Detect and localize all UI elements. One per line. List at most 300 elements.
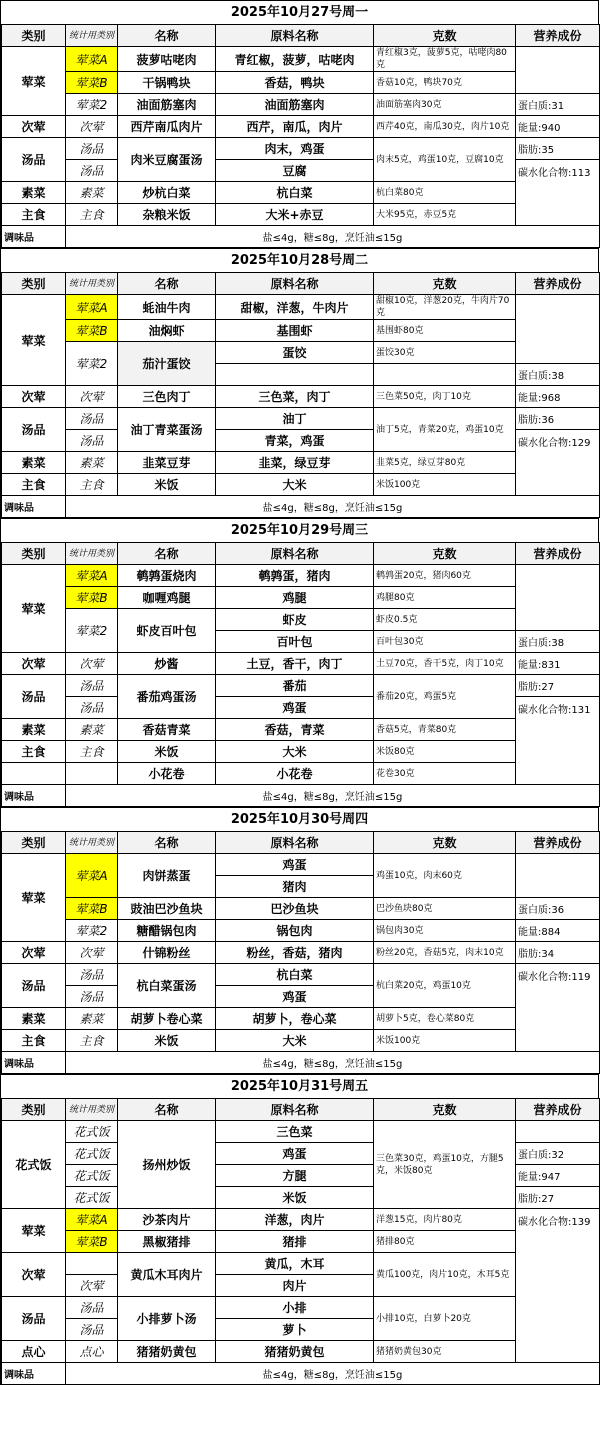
stat-cell: 次荤: [66, 942, 118, 964]
nutrition-blank: [516, 295, 600, 364]
raw-material: 鹌鹑蛋，猪肉: [216, 565, 374, 587]
raw-material: 肉末，鸡蛋: [216, 138, 374, 160]
raw-material: 米饭: [216, 1187, 374, 1209]
table-row: [2, 763, 600, 785]
seasoning-row: [2, 496, 600, 518]
header-stat: 统计用类别: [66, 1099, 118, 1121]
day-title: 2025年10月28号周二: [1, 248, 599, 272]
raw-material: 小花卷: [216, 763, 374, 785]
category-cell: 素菜: [2, 452, 66, 474]
seasoning-row: [2, 226, 600, 248]
header-row: [2, 543, 600, 565]
raw-material: 锅包肉: [216, 920, 374, 942]
grams-cell: 米饭80克: [374, 741, 516, 763]
table-row: [2, 182, 600, 204]
stat-cell: 汤品: [66, 1297, 118, 1319]
stat-cell: 荤菜2: [66, 920, 118, 942]
grams-cell: 鸡蛋10克，肉末60克: [374, 854, 516, 898]
raw-material: 大米: [216, 474, 374, 496]
raw-material: 三色菜: [216, 1121, 374, 1143]
category-cell: 荤菜: [2, 295, 66, 386]
stat-cell: 荤菜2: [66, 609, 118, 653]
stat-cell: 花式饭: [66, 1121, 118, 1143]
stat-cell: 主食: [66, 474, 118, 496]
category-cell: [2, 763, 66, 785]
grams-cell: 胡萝卜5克，卷心菜80克: [374, 1008, 516, 1030]
category-cell: 汤品: [2, 408, 66, 452]
raw-material: 粉丝，香菇，猪肉: [216, 942, 374, 964]
table-row: [2, 138, 600, 160]
stat-cell: 荤菜B: [66, 898, 118, 920]
category-cell: 素菜: [2, 1008, 66, 1030]
table-row: [2, 964, 600, 986]
seasoning-row: [2, 785, 600, 807]
grams-cell: 甜椒10克，洋葱20克，牛肉片70克: [374, 295, 516, 320]
nutrition-fat: 脂肪:27: [516, 1187, 600, 1209]
header-row: [2, 25, 600, 47]
raw-material: 鸡蛋: [216, 697, 374, 719]
table-row: [2, 452, 600, 474]
stat-cell: 次荤: [66, 1275, 118, 1297]
raw-material: 青菜，鸡蛋: [216, 430, 374, 452]
header-row: [2, 273, 600, 295]
nutrition-energy: 能量:940: [516, 116, 600, 138]
header-raw: 原料名称: [216, 25, 374, 47]
dish-name: 香菇青菜: [118, 719, 216, 741]
dish-name: 小花卷: [118, 763, 216, 785]
seasoning-text: 盐≤4g，糖≤8g，烹饪油≤15g: [66, 785, 600, 807]
grams-cell: 青红椒3克，菠萝5克，咕咾肉80克: [374, 47, 516, 72]
nutrition-carb: 碳水化合物:113: [516, 160, 600, 226]
raw-material: 黄瓜，木耳: [216, 1253, 374, 1275]
table-row: [2, 1297, 600, 1319]
stat-cell: 汤品: [66, 138, 118, 160]
seasoning-text: 盐≤4g，糖≤8g，烹饪油≤15g: [66, 1052, 600, 1074]
category-cell: 次荤: [2, 653, 66, 675]
header-name: 名称: [118, 543, 216, 565]
dish-name: 胡萝卜卷心菜: [118, 1008, 216, 1030]
grams-cell: 锅包肉30克: [374, 920, 516, 942]
grams-cell: 油面筋塞肉30克: [374, 94, 516, 116]
raw-material: 杭白菜: [216, 182, 374, 204]
grams-cell: 洋葱15克，肉片80克: [374, 1209, 516, 1231]
dish-name: 黑椒猪排: [118, 1231, 216, 1253]
header-stat: 统计用类别: [66, 543, 118, 565]
nutrition-protein: 蛋白质:32: [516, 1143, 600, 1165]
nutrition-protein: 蛋白质:31: [516, 94, 600, 116]
raw-material: 甜椒，洋葱，牛肉片: [216, 295, 374, 320]
day-menu-table: [1, 272, 600, 518]
category-cell: 汤品: [2, 138, 66, 182]
dish-name: 油焖虾: [118, 320, 216, 342]
stat-cell: 花式饭: [66, 1165, 118, 1187]
header-row: [2, 832, 600, 854]
nutrition-blank: [516, 854, 600, 898]
header-category: 类别: [2, 1099, 66, 1121]
header-nutrition: 营养成份: [516, 25, 600, 47]
raw-material: 萝卜: [216, 1319, 374, 1341]
stat-cell: 点心: [66, 1341, 118, 1363]
stat-cell: 荤菜A: [66, 1209, 118, 1231]
seasoning-text: 盐≤4g，糖≤8g，烹饪油≤15g: [66, 496, 600, 518]
stat-cell: 花式饭: [66, 1187, 118, 1209]
raw-material: 基围虾: [216, 320, 374, 342]
dish-name: 干锅鸭块: [118, 72, 216, 94]
stat-cell: 次荤: [66, 116, 118, 138]
stat-cell: 素菜: [66, 1008, 118, 1030]
category-cell: 点心: [2, 1341, 66, 1363]
day-menu-table: [1, 542, 600, 807]
stat-cell: 汤品: [66, 1319, 118, 1341]
grams-cell: 米饭100克: [374, 474, 516, 496]
dish-name: 肉饼蒸蛋: [118, 854, 216, 898]
dish-name: 油面筋塞肉: [118, 94, 216, 116]
raw-material: 油面筋塞肉: [216, 94, 374, 116]
raw-material: 蛋饺: [216, 342, 374, 364]
dish-name: 三色肉丁: [118, 386, 216, 408]
nutrition-carb: 碳水化合物:119: [516, 964, 600, 1052]
raw-material: 虾皮: [216, 609, 374, 631]
dish-name: 西芹南瓜肉片: [118, 116, 216, 138]
grams-cell: 土豆70克，香干5克，肉丁10克: [374, 653, 516, 675]
dish-name: 鹌鹑蛋烧肉: [118, 565, 216, 587]
category-cell: 主食: [2, 741, 66, 763]
seasoning-text: 盐≤4g，糖≤8g，烹饪油≤15g: [66, 1363, 600, 1385]
table-row: [2, 204, 600, 226]
grams-cell: 香菇10克，鸭块70克: [374, 72, 516, 94]
nutrition-protein: 蛋白质:38: [516, 364, 600, 386]
dish-name: 茄汁蛋饺: [118, 342, 216, 386]
grams-cell: 小排10克，白萝卜20克: [374, 1297, 516, 1341]
category-cell: 花式饭: [2, 1121, 66, 1209]
nutrition-blank: [516, 1121, 600, 1143]
table-row: [2, 942, 600, 964]
raw-material: 胡萝卜，卷心菜: [216, 1008, 374, 1030]
grams-cell: 粉丝20克，香菇5克，肉末10克: [374, 942, 516, 964]
nutrition-energy: 能量:884: [516, 920, 600, 942]
category-cell: 次荤: [2, 1253, 66, 1297]
grams-cell: 杭白菜20克，鸡蛋10克: [374, 964, 516, 1008]
header-name: 名称: [118, 832, 216, 854]
dish-name: 豉油巴沙鱼块: [118, 898, 216, 920]
table-row: [2, 47, 600, 72]
header-grams: 克数: [374, 1099, 516, 1121]
table-row: [2, 609, 600, 631]
seasoning-label: 调味品: [2, 785, 66, 807]
grams-cell: 杭白菜80克: [374, 182, 516, 204]
table-row: [2, 587, 600, 609]
grams-cell: 三色菜50克，肉丁10克: [374, 386, 516, 408]
raw-material: 番茄: [216, 675, 374, 697]
dish-name: 什锦粉丝: [118, 942, 216, 964]
stat-cell: 主食: [66, 741, 118, 763]
grams-cell: 猪猪奶黄包30克: [374, 1341, 516, 1363]
nutrition-energy: 能量:831: [516, 653, 600, 675]
raw-material: 大米+赤豆: [216, 204, 374, 226]
stat-cell: 次荤: [66, 653, 118, 675]
stat-cell: 汤品: [66, 697, 118, 719]
table-row: [2, 1121, 600, 1143]
stat-cell: 主食: [66, 204, 118, 226]
table-row: [2, 1008, 600, 1030]
nutrition-blank: [516, 565, 600, 631]
table-row: [2, 1209, 600, 1231]
raw-material: 杭白菜: [216, 964, 374, 986]
nutrition-carb: 碳水化合物:131: [516, 697, 600, 785]
raw-material: 香菇，鸭块: [216, 72, 374, 94]
table-row: [2, 854, 600, 876]
category-cell: 汤品: [2, 675, 66, 719]
raw-material: 巴沙鱼块: [216, 898, 374, 920]
stat-cell: 次荤: [66, 386, 118, 408]
header-raw: 原料名称: [216, 832, 374, 854]
table-row: [2, 1030, 600, 1052]
header-category: 类别: [2, 25, 66, 47]
day-title: 2025年10月31号周五: [1, 1074, 599, 1098]
raw-material: 百叶包: [216, 631, 374, 653]
grams-cell: 花卷30克: [374, 763, 516, 785]
dish-name: 番茄鸡蛋汤: [118, 675, 216, 719]
grams-cell: 韭菜5克，绿豆芽80克: [374, 452, 516, 474]
dish-name: 杭白菜蛋汤: [118, 964, 216, 1008]
seasoning-text: 盐≤4g，糖≤8g，烹饪油≤15g: [66, 226, 600, 248]
header-stat: 统计用类别: [66, 273, 118, 295]
category-cell: 次荤: [2, 116, 66, 138]
header-name: 名称: [118, 25, 216, 47]
grams-cell: 大米95克，赤豆5克: [374, 204, 516, 226]
table-row: [2, 94, 600, 116]
stat-cell: 素菜: [66, 719, 118, 741]
grams-cell: 鸡腿80克: [374, 587, 516, 609]
stat-cell: 汤品: [66, 430, 118, 452]
header-stat: 统计用类别: [66, 25, 118, 47]
nutrition-energy: 能量:947: [516, 1165, 600, 1187]
header-row: [2, 1099, 600, 1121]
category-cell: 汤品: [2, 1297, 66, 1341]
nutrition-fat: 脂肪:27: [516, 675, 600, 697]
header-grams: 克数: [374, 832, 516, 854]
dish-name: 炒杭白菜: [118, 182, 216, 204]
table-row: [2, 72, 600, 94]
header-nutrition: 营养成份: [516, 832, 600, 854]
category-cell: 荤菜: [2, 47, 66, 116]
day-title: 2025年10月29号周三: [1, 518, 599, 542]
day-menu-table: [1, 1098, 600, 1385]
table-row: [2, 320, 600, 342]
raw-material: 鸡腿: [216, 587, 374, 609]
nutrition-energy: 能量:968: [516, 386, 600, 408]
seasoning-label: 调味品: [2, 1363, 66, 1385]
grams-cell: 黄瓜100克，肉片10克，木耳5克: [374, 1253, 516, 1297]
stat-cell: 荤菜A: [66, 295, 118, 320]
grams-cell: 百叶包30克: [374, 631, 516, 653]
nutrition-fat: 脂肪:35: [516, 138, 600, 160]
day-title: 2025年10月30号周四: [1, 807, 599, 831]
table-row: [2, 1253, 600, 1275]
dish-name: 咖喱鸡腿: [118, 587, 216, 609]
header-name: 名称: [118, 273, 216, 295]
grams-cell: [374, 364, 516, 386]
category-cell: 主食: [2, 1030, 66, 1052]
raw-material: 鸡蛋: [216, 1143, 374, 1165]
table-row: [2, 1341, 600, 1363]
stat-cell: 荤菜2: [66, 94, 118, 116]
stat-cell: 荤菜A: [66, 854, 118, 898]
dish-name: 米饭: [118, 474, 216, 496]
stat-cell: 汤品: [66, 964, 118, 986]
stat-cell: 荤菜A: [66, 47, 118, 72]
grams-cell: 肉末5克，鸡蛋10克，豆腐10克: [374, 138, 516, 182]
seasoning-label: 调味品: [2, 496, 66, 518]
grams-cell: 鹌鹑蛋20克，猪肉60克: [374, 565, 516, 587]
category-cell: 荤菜: [2, 565, 66, 653]
seasoning-row: [2, 1052, 600, 1074]
raw-material: 香菇，青菜: [216, 719, 374, 741]
stat-cell: 素菜: [66, 182, 118, 204]
category-cell: 次荤: [2, 386, 66, 408]
dish-name: 沙茶肉片: [118, 1209, 216, 1231]
raw-material: 鸡蛋: [216, 854, 374, 876]
category-cell: 主食: [2, 474, 66, 496]
grams-cell: 三色菜30克，鸡蛋10克，方腿5克，米饭80克: [374, 1121, 516, 1209]
category-cell: 素菜: [2, 182, 66, 204]
stat-cell: 汤品: [66, 986, 118, 1008]
nutrition-blank: [516, 47, 600, 94]
category-cell: 荤菜: [2, 854, 66, 942]
raw-material: 方腿: [216, 1165, 374, 1187]
stat-cell: 荤菜A: [66, 565, 118, 587]
raw-material: 猪肉: [216, 876, 374, 898]
seasoning-label: 调味品: [2, 226, 66, 248]
table-row: [2, 408, 600, 430]
raw-material: 洋葱，肉片: [216, 1209, 374, 1231]
dish-name: 蚝油牛肉: [118, 295, 216, 320]
seasoning-label: 调味品: [2, 1052, 66, 1074]
dish-name: 小排萝卜汤: [118, 1297, 216, 1341]
table-row: [2, 342, 600, 364]
dish-name: 糖醋锅包肉: [118, 920, 216, 942]
stat-cell: 汤品: [66, 408, 118, 430]
stat-cell: 荤菜B: [66, 320, 118, 342]
table-row: [2, 898, 600, 920]
dish-name: 肉米豆腐蛋汤: [118, 138, 216, 182]
day-title: 2025年10月27号周一: [1, 0, 599, 24]
header-raw: 原料名称: [216, 1099, 374, 1121]
stat-cell: [66, 1253, 118, 1275]
stat-cell: 花式饭: [66, 1143, 118, 1165]
table-row: [2, 741, 600, 763]
stat-cell: [66, 763, 118, 785]
table-row: [2, 116, 600, 138]
grams-cell: 西芹40克，南瓜30克，肉片10克: [374, 116, 516, 138]
raw-material: [216, 364, 374, 386]
category-cell: 荤菜: [2, 1209, 66, 1253]
raw-material: 三色菜，肉丁: [216, 386, 374, 408]
day-menu-table: [1, 24, 600, 248]
category-cell: 次荤: [2, 942, 66, 964]
stat-cell: 荤菜B: [66, 1231, 118, 1253]
raw-material: 青红椒，菠萝，咕咾肉: [216, 47, 374, 72]
header-category: 类别: [2, 543, 66, 565]
table-row: [2, 1231, 600, 1253]
stat-cell: 汤品: [66, 675, 118, 697]
header-nutrition: 营养成份: [516, 273, 600, 295]
table-row: [2, 474, 600, 496]
dish-name: 黄瓜木耳肉片: [118, 1253, 216, 1297]
raw-material: 西芹，南瓜，肉片: [216, 116, 374, 138]
header-name: 名称: [118, 1099, 216, 1121]
header-grams: 克数: [374, 25, 516, 47]
grams-cell: 油丁5克，青菜20克，鸡蛋10克: [374, 408, 516, 452]
day-menu-table: [1, 831, 600, 1074]
header-category: 类别: [2, 832, 66, 854]
dish-name: 炒酱: [118, 653, 216, 675]
nutrition-fat: 脂肪:34: [516, 942, 600, 964]
grams-cell: 基围虾80克: [374, 320, 516, 342]
dish-name: 虾皮百叶包: [118, 609, 216, 653]
header-grams: 克数: [374, 543, 516, 565]
header-stat: 统计用类别: [66, 832, 118, 854]
raw-material: 大米: [216, 741, 374, 763]
header-category: 类别: [2, 273, 66, 295]
grams-cell: 巴沙鱼块80克: [374, 898, 516, 920]
table-row: [2, 920, 600, 942]
grams-cell: 蛋饺30克: [374, 342, 516, 364]
dish-name: 韭菜豆芽: [118, 452, 216, 474]
grams-cell: 虾皮0.5克: [374, 609, 516, 631]
grams-cell: 猪排80克: [374, 1231, 516, 1253]
grams-cell: 香菇5克，青菜80克: [374, 719, 516, 741]
raw-material: 油丁: [216, 408, 374, 430]
dish-name: 米饭: [118, 741, 216, 763]
stat-cell: 素菜: [66, 452, 118, 474]
dish-name: 猪猪奶黄包: [118, 1341, 216, 1363]
header-grams: 克数: [374, 273, 516, 295]
stat-cell: 荤菜B: [66, 587, 118, 609]
raw-material: 鸡蛋: [216, 986, 374, 1008]
dish-name: 米饭: [118, 1030, 216, 1052]
table-row: [2, 719, 600, 741]
raw-material: 猪排: [216, 1231, 374, 1253]
nutrition-carb: 碳水化合物:129: [516, 430, 600, 496]
grams-cell: 番茄20克，鸡蛋5克: [374, 675, 516, 719]
stat-cell: 主食: [66, 1030, 118, 1052]
raw-material: 韭菜，绿豆芽: [216, 452, 374, 474]
raw-material: 猪猪奶黄包: [216, 1341, 374, 1363]
category-cell: 主食: [2, 204, 66, 226]
stat-cell: 汤品: [66, 160, 118, 182]
raw-material: 豆腐: [216, 160, 374, 182]
table-row: [2, 386, 600, 408]
stat-cell: 荤菜2: [66, 342, 118, 386]
nutrition-protein: 蛋白质:38: [516, 631, 600, 653]
raw-material: 小排: [216, 1297, 374, 1319]
dish-name: 油丁青菜蛋汤: [118, 408, 216, 452]
header-nutrition: 营养成份: [516, 1099, 600, 1121]
dish-name: 菠萝咕咾肉: [118, 47, 216, 72]
nutrition-carb: 碳水化合物:139: [516, 1209, 600, 1363]
seasoning-row: [2, 1363, 600, 1385]
table-row: [2, 565, 600, 587]
stat-cell: 荤菜B: [66, 72, 118, 94]
header-raw: 原料名称: [216, 273, 374, 295]
raw-material: 肉片: [216, 1275, 374, 1297]
nutrition-protein: 蛋白质:36: [516, 898, 600, 920]
table-row: [2, 675, 600, 697]
raw-material: 大米: [216, 1030, 374, 1052]
grams-cell: 米饭100克: [374, 1030, 516, 1052]
category-cell: 素菜: [2, 719, 66, 741]
